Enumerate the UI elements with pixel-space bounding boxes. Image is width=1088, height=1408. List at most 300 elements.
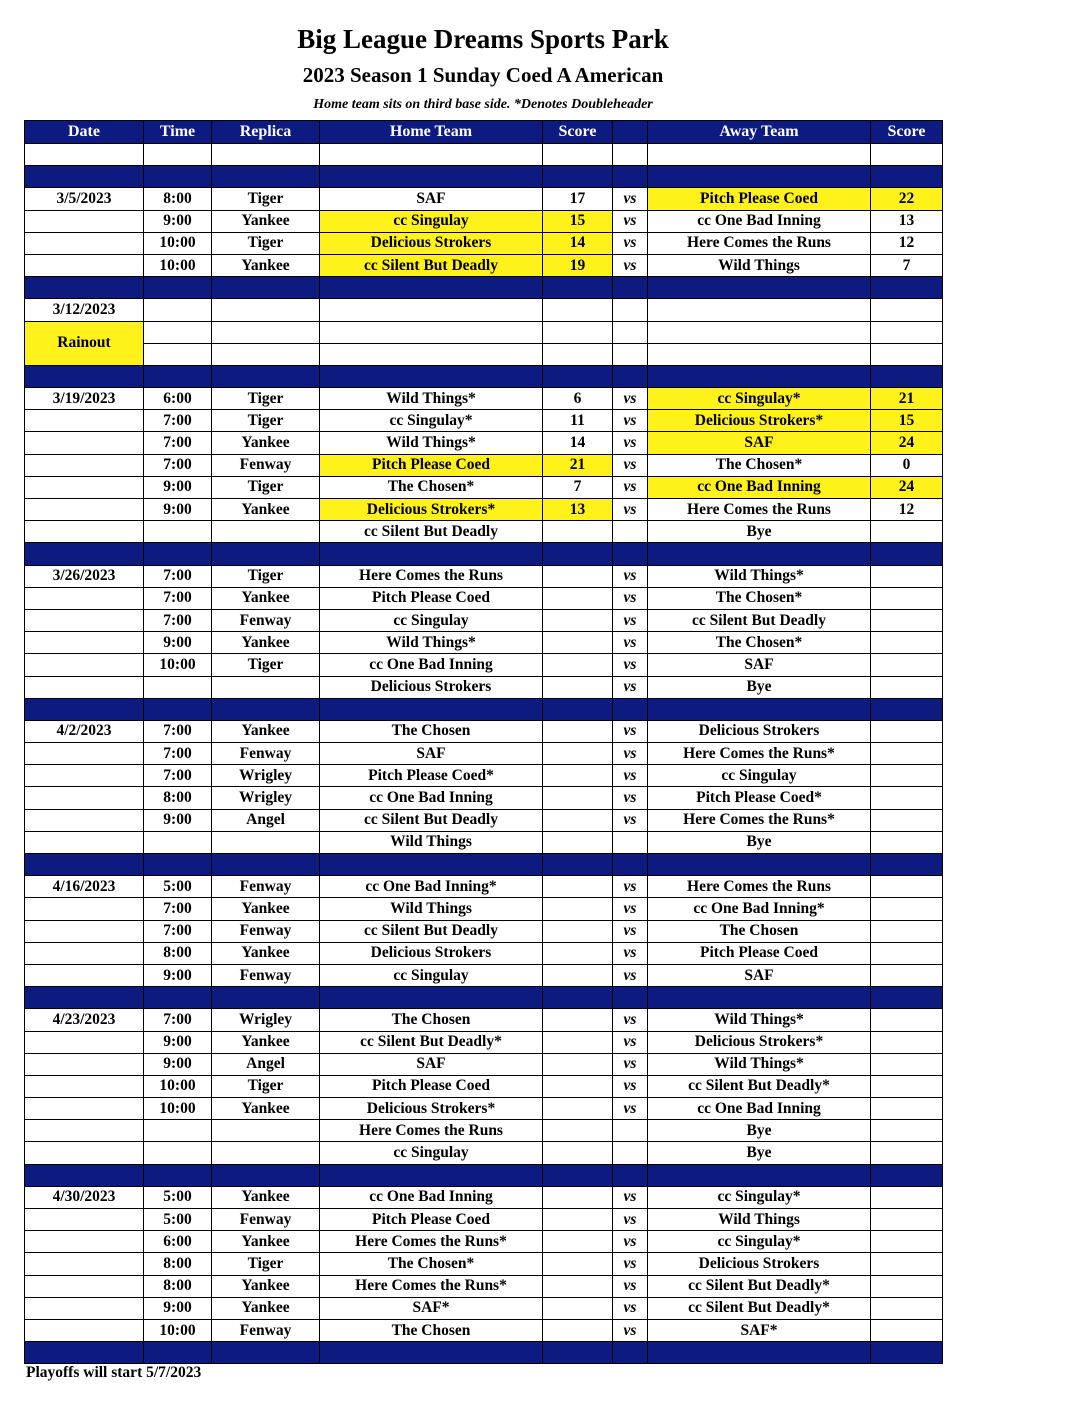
game-time: 9:00 xyxy=(144,632,212,654)
separator-cell xyxy=(871,987,943,1009)
game-time: 5:00 xyxy=(144,1209,212,1231)
away-team: cc Silent But Deadly* xyxy=(648,1075,871,1097)
game-row xyxy=(25,920,943,942)
vs-label: vs xyxy=(613,1186,648,1208)
game-row xyxy=(25,898,943,920)
home-team: cc One Bad Inning xyxy=(320,654,543,676)
away-score: 0 xyxy=(871,454,943,476)
game-date xyxy=(25,1053,144,1075)
home-team: cc Singulay xyxy=(320,210,543,232)
game-field: Yankee xyxy=(212,1275,320,1297)
away-team: Here Comes the Runs xyxy=(648,232,871,254)
game-date xyxy=(25,1275,144,1297)
game-time: 10:00 xyxy=(144,232,212,254)
away-team: cc Singulay* xyxy=(648,1231,871,1253)
away-team: cc One Bad Inning xyxy=(648,476,871,498)
separator-cell xyxy=(320,543,543,565)
home-score xyxy=(543,876,613,898)
away-team: cc One Bad Inning* xyxy=(648,898,871,920)
separator-cell xyxy=(613,987,648,1009)
vs-label xyxy=(613,299,648,321)
empty-cell xyxy=(320,343,543,365)
away-score xyxy=(871,299,943,321)
vs-label: vs xyxy=(613,587,648,609)
game-field: Yankee xyxy=(212,1098,320,1120)
home-score: 6 xyxy=(543,388,613,410)
away-team: The Chosen xyxy=(648,920,871,942)
separator-cell xyxy=(543,1164,613,1186)
away-score: 12 xyxy=(871,232,943,254)
game-date xyxy=(25,609,144,631)
week-separator-row xyxy=(25,1164,943,1186)
home-team: cc Silent But Deadly xyxy=(320,254,543,276)
home-team: cc Singulay* xyxy=(320,410,543,432)
away-score: 7 xyxy=(871,254,943,276)
empty-cell xyxy=(543,144,613,166)
page-title: Big League Dreams Sports Park xyxy=(297,24,669,54)
vs-label: vs xyxy=(613,1075,648,1097)
game-date xyxy=(25,1098,144,1120)
empty-cell xyxy=(871,343,943,365)
home-team: Wild Things* xyxy=(320,388,543,410)
home-score xyxy=(543,809,613,831)
game-field: Yankee xyxy=(212,432,320,454)
game-row xyxy=(25,876,943,898)
game-row xyxy=(25,1297,943,1319)
vs-label: vs xyxy=(613,720,648,742)
away-score xyxy=(871,521,943,543)
game-date xyxy=(25,499,144,521)
game-field xyxy=(212,299,320,321)
separator-cell xyxy=(320,1342,543,1364)
game-date xyxy=(25,1253,144,1275)
home-score xyxy=(543,1120,613,1142)
away-score xyxy=(871,1142,943,1164)
game-date xyxy=(25,942,144,964)
home-team xyxy=(320,299,543,321)
vs-label: vs xyxy=(613,499,648,521)
empty-cell xyxy=(543,343,613,365)
separator-cell xyxy=(25,698,144,720)
separator-cell xyxy=(871,166,943,188)
away-team: Bye xyxy=(648,831,871,853)
game-date xyxy=(25,654,144,676)
game-time: 7:00 xyxy=(144,765,212,787)
vs-label: vs xyxy=(613,1053,648,1075)
game-field: Fenway xyxy=(212,876,320,898)
home-team: Wild Things* xyxy=(320,632,543,654)
game-row xyxy=(25,1031,943,1053)
game-time: 9:00 xyxy=(144,1297,212,1319)
home-score: 11 xyxy=(543,410,613,432)
home-score xyxy=(543,942,613,964)
game-row xyxy=(25,1209,943,1231)
away-score xyxy=(871,1319,943,1341)
home-score xyxy=(543,609,613,631)
separator-cell xyxy=(144,1164,212,1186)
column-header-vs xyxy=(613,121,648,144)
away-team: cc Silent But Deadly xyxy=(648,609,871,631)
empty-cell xyxy=(613,144,648,166)
vs-label: vs xyxy=(613,942,648,964)
empty-cell xyxy=(144,321,212,343)
vs-label: vs xyxy=(613,787,648,809)
game-time: 9:00 xyxy=(144,964,212,986)
separator-cell xyxy=(144,365,212,387)
separator-cell xyxy=(648,166,871,188)
away-team: SAF* xyxy=(648,1319,871,1341)
game-date xyxy=(25,1142,144,1164)
vs-label: vs xyxy=(613,1209,648,1231)
game-time: 7:00 xyxy=(144,587,212,609)
separator-cell xyxy=(144,698,212,720)
vs-label xyxy=(613,1142,648,1164)
away-score xyxy=(871,1209,943,1231)
home-team: Wild Things xyxy=(320,898,543,920)
game-time: 7:00 xyxy=(144,920,212,942)
week-separator-row xyxy=(25,277,943,299)
game-date: 3/26/2023 xyxy=(25,565,144,587)
home-score xyxy=(543,720,613,742)
separator-cell xyxy=(648,854,871,876)
away-score xyxy=(871,565,943,587)
home-team: Wild Things* xyxy=(320,432,543,454)
separator-cell xyxy=(25,1164,144,1186)
home-team: Delicious Strokers* xyxy=(320,1098,543,1120)
away-score: 15 xyxy=(871,410,943,432)
game-time: 9:00 xyxy=(144,1031,212,1053)
game-date xyxy=(25,210,144,232)
separator-cell xyxy=(648,277,871,299)
empty-cell xyxy=(212,321,320,343)
separator-cell xyxy=(871,1164,943,1186)
home-score xyxy=(543,1075,613,1097)
home-score xyxy=(543,1231,613,1253)
game-time: 8:00 xyxy=(144,942,212,964)
away-team: The Chosen* xyxy=(648,454,871,476)
separator-cell xyxy=(871,365,943,387)
home-team: Pitch Please Coed xyxy=(320,1075,543,1097)
empty-cell xyxy=(144,343,212,365)
away-score: 12 xyxy=(871,499,943,521)
away-team: cc Singulay* xyxy=(648,1186,871,1208)
home-team: Wild Things xyxy=(320,831,543,853)
game-field: Yankee xyxy=(212,254,320,276)
home-score xyxy=(543,1009,613,1031)
away-score xyxy=(871,743,943,765)
separator-cell xyxy=(144,277,212,299)
separator-cell xyxy=(144,543,212,565)
game-row xyxy=(25,1053,943,1075)
game-field: Tiger xyxy=(212,1253,320,1275)
away-team: Bye xyxy=(648,521,871,543)
away-team: SAF xyxy=(648,654,871,676)
away-team: cc One Bad Inning xyxy=(648,210,871,232)
away-team xyxy=(648,299,871,321)
game-date xyxy=(25,1031,144,1053)
column-header-date: Date xyxy=(25,121,144,144)
away-score xyxy=(871,632,943,654)
separator-cell xyxy=(871,1342,943,1364)
game-row xyxy=(25,432,943,454)
game-field: Tiger xyxy=(212,654,320,676)
schedule-note: Home team sits on third base side. *Denotes Doubleheader xyxy=(313,97,653,112)
game-time xyxy=(144,521,212,543)
home-score xyxy=(543,1253,613,1275)
game-field xyxy=(212,521,320,543)
home-team: The Chosen xyxy=(320,1319,543,1341)
away-team: Pitch Please Coed xyxy=(648,942,871,964)
away-team: Here Comes the Runs* xyxy=(648,809,871,831)
page-subtitle: 2023 Season 1 Sunday Coed A American xyxy=(302,63,664,87)
home-score xyxy=(543,898,613,920)
separator-cell xyxy=(543,166,613,188)
away-team: Here Comes the Runs* xyxy=(648,743,871,765)
home-team: The Chosen xyxy=(320,1009,543,1031)
away-team: cc One Bad Inning xyxy=(648,1098,871,1120)
game-row xyxy=(25,388,943,410)
home-team: Here Comes the Runs xyxy=(320,565,543,587)
away-score xyxy=(871,1275,943,1297)
game-field: Yankee xyxy=(212,499,320,521)
away-score xyxy=(871,898,943,920)
game-time: 7:00 xyxy=(144,1009,212,1031)
away-team: Bye xyxy=(648,1120,871,1142)
home-team: SAF xyxy=(320,743,543,765)
game-row xyxy=(25,1275,943,1297)
vs-label: vs xyxy=(613,1098,648,1120)
empty-cell xyxy=(871,321,943,343)
home-score xyxy=(543,1209,613,1231)
separator-cell xyxy=(543,1342,613,1364)
separator-cell xyxy=(212,854,320,876)
game-time: 8:00 xyxy=(144,188,212,210)
empty-cell xyxy=(543,321,613,343)
separator-cell xyxy=(613,1342,648,1364)
game-row xyxy=(25,299,943,321)
game-time: 7:00 xyxy=(144,743,212,765)
separator-cell xyxy=(25,854,144,876)
away-score xyxy=(871,787,943,809)
game-time: 7:00 xyxy=(144,898,212,920)
away-team: SAF xyxy=(648,432,871,454)
game-field: Tiger xyxy=(212,232,320,254)
game-date xyxy=(25,1075,144,1097)
column-header-time: Time xyxy=(144,121,212,144)
home-team: Here Comes the Runs xyxy=(320,1120,543,1142)
game-row xyxy=(25,232,943,254)
home-score: 14 xyxy=(543,432,613,454)
game-date xyxy=(25,410,144,432)
game-row xyxy=(25,1253,943,1275)
game-time: 10:00 xyxy=(144,1319,212,1341)
vs-label: vs xyxy=(613,654,648,676)
away-team: Delicious Strokers xyxy=(648,1253,871,1275)
game-date xyxy=(25,454,144,476)
away-score xyxy=(871,1297,943,1319)
away-team: Wild Things xyxy=(648,254,871,276)
game-field: Fenway xyxy=(212,964,320,986)
away-score: 22 xyxy=(871,188,943,210)
home-score: 21 xyxy=(543,454,613,476)
separator-cell xyxy=(25,166,144,188)
game-field: Fenway xyxy=(212,743,320,765)
game-date: 3/5/2023 xyxy=(25,188,144,210)
away-team: The Chosen* xyxy=(648,587,871,609)
separator-cell xyxy=(543,698,613,720)
game-row xyxy=(25,964,943,986)
vs-label: vs xyxy=(613,454,648,476)
game-date: 3/19/2023 xyxy=(25,388,144,410)
separator-cell xyxy=(25,543,144,565)
away-team: Here Comes the Runs xyxy=(648,876,871,898)
away-score xyxy=(871,1075,943,1097)
away-score xyxy=(871,1253,943,1275)
game-field: Yankee xyxy=(212,720,320,742)
away-team: Wild Things* xyxy=(648,1053,871,1075)
game-field: Yankee xyxy=(212,1186,320,1208)
away-team: The Chosen* xyxy=(648,632,871,654)
separator-cell xyxy=(613,1164,648,1186)
week-separator-row xyxy=(25,365,943,387)
separator-cell xyxy=(25,365,144,387)
empty-cell xyxy=(144,144,212,166)
away-team: Pitch Please Coed xyxy=(648,188,871,210)
vs-label: vs xyxy=(613,1297,648,1319)
column-header-replica: Replica xyxy=(212,121,320,144)
game-date xyxy=(25,809,144,831)
away-score xyxy=(871,942,943,964)
game-time xyxy=(144,1120,212,1142)
game-field xyxy=(212,1120,320,1142)
game-row xyxy=(25,1142,943,1164)
week-separator-row xyxy=(25,698,943,720)
home-score xyxy=(543,676,613,698)
away-team: Bye xyxy=(648,1142,871,1164)
home-team: The Chosen xyxy=(320,720,543,742)
game-row xyxy=(25,1009,943,1031)
home-score xyxy=(543,1186,613,1208)
game-field: Yankee xyxy=(212,1231,320,1253)
game-time: 10:00 xyxy=(144,1098,212,1120)
game-time: 7:00 xyxy=(144,609,212,631)
vs-label: vs xyxy=(613,809,648,831)
separator-cell xyxy=(613,365,648,387)
separator-cell xyxy=(320,277,543,299)
game-time: 10:00 xyxy=(144,254,212,276)
home-score: 17 xyxy=(543,188,613,210)
vs-label: vs xyxy=(613,1009,648,1031)
game-field: Angel xyxy=(212,1053,320,1075)
separator-cell xyxy=(144,1342,212,1364)
separator-cell xyxy=(320,987,543,1009)
away-score xyxy=(871,809,943,831)
home-team: cc Silent But Deadly xyxy=(320,809,543,831)
away-team: Delicious Strokers* xyxy=(648,410,871,432)
separator-cell xyxy=(543,543,613,565)
game-date xyxy=(25,898,144,920)
game-field xyxy=(212,1142,320,1164)
game-date xyxy=(25,1297,144,1319)
home-team: cc One Bad Inning xyxy=(320,1186,543,1208)
home-score xyxy=(543,1275,613,1297)
column-header-away-score: Score xyxy=(871,121,943,144)
game-row xyxy=(25,743,943,765)
week-separator-row xyxy=(25,987,943,1009)
home-score xyxy=(543,654,613,676)
game-field: Fenway xyxy=(212,1209,320,1231)
game-field: Wrigley xyxy=(212,1009,320,1031)
game-row xyxy=(25,1120,943,1142)
game-date xyxy=(25,476,144,498)
away-team: Wild Things* xyxy=(648,565,871,587)
separator-cell xyxy=(613,166,648,188)
game-time: 9:00 xyxy=(144,1053,212,1075)
game-time: 9:00 xyxy=(144,476,212,498)
vs-label: vs xyxy=(613,388,648,410)
game-row xyxy=(25,765,943,787)
home-score xyxy=(543,1319,613,1341)
home-team: The Chosen* xyxy=(320,476,543,498)
game-field: Yankee xyxy=(212,587,320,609)
away-team: Here Comes the Runs xyxy=(648,499,871,521)
game-field: Yankee xyxy=(212,632,320,654)
game-date xyxy=(25,232,144,254)
away-score xyxy=(871,676,943,698)
away-team: cc Silent But Deadly* xyxy=(648,1275,871,1297)
home-team: Pitch Please Coed xyxy=(320,1209,543,1231)
game-time xyxy=(144,299,212,321)
game-time: 9:00 xyxy=(144,210,212,232)
separator-cell xyxy=(543,277,613,299)
blank-row xyxy=(25,144,943,166)
separator-cell xyxy=(320,1164,543,1186)
away-score xyxy=(871,609,943,631)
game-time: 7:00 xyxy=(144,432,212,454)
week-separator-row xyxy=(25,166,943,188)
home-score xyxy=(543,1031,613,1053)
game-field xyxy=(212,676,320,698)
game-row xyxy=(25,254,943,276)
vs-label: vs xyxy=(613,1319,648,1341)
empty-cell xyxy=(613,343,648,365)
home-team: cc Silent But Deadly* xyxy=(320,1031,543,1053)
away-score xyxy=(871,1120,943,1142)
home-team: Delicious Strokers xyxy=(320,232,543,254)
game-date xyxy=(25,521,144,543)
game-row xyxy=(25,499,943,521)
game-time: 7:00 xyxy=(144,720,212,742)
separator-cell xyxy=(25,987,144,1009)
separator-cell xyxy=(144,854,212,876)
column-header-home-score: Score xyxy=(543,121,613,144)
away-score xyxy=(871,587,943,609)
home-team: SAF xyxy=(320,1053,543,1075)
away-team: Bye xyxy=(648,676,871,698)
game-time xyxy=(144,1142,212,1164)
separator-cell xyxy=(212,698,320,720)
game-field: Yankee xyxy=(212,210,320,232)
week-separator-row xyxy=(25,854,943,876)
game-time: 9:00 xyxy=(144,499,212,521)
separator-cell xyxy=(871,543,943,565)
empty-cell xyxy=(648,144,871,166)
home-team: Delicious Strokers* xyxy=(320,499,543,521)
separator-cell xyxy=(543,365,613,387)
separator-cell xyxy=(871,854,943,876)
separator-cell xyxy=(212,365,320,387)
away-score: 24 xyxy=(871,476,943,498)
